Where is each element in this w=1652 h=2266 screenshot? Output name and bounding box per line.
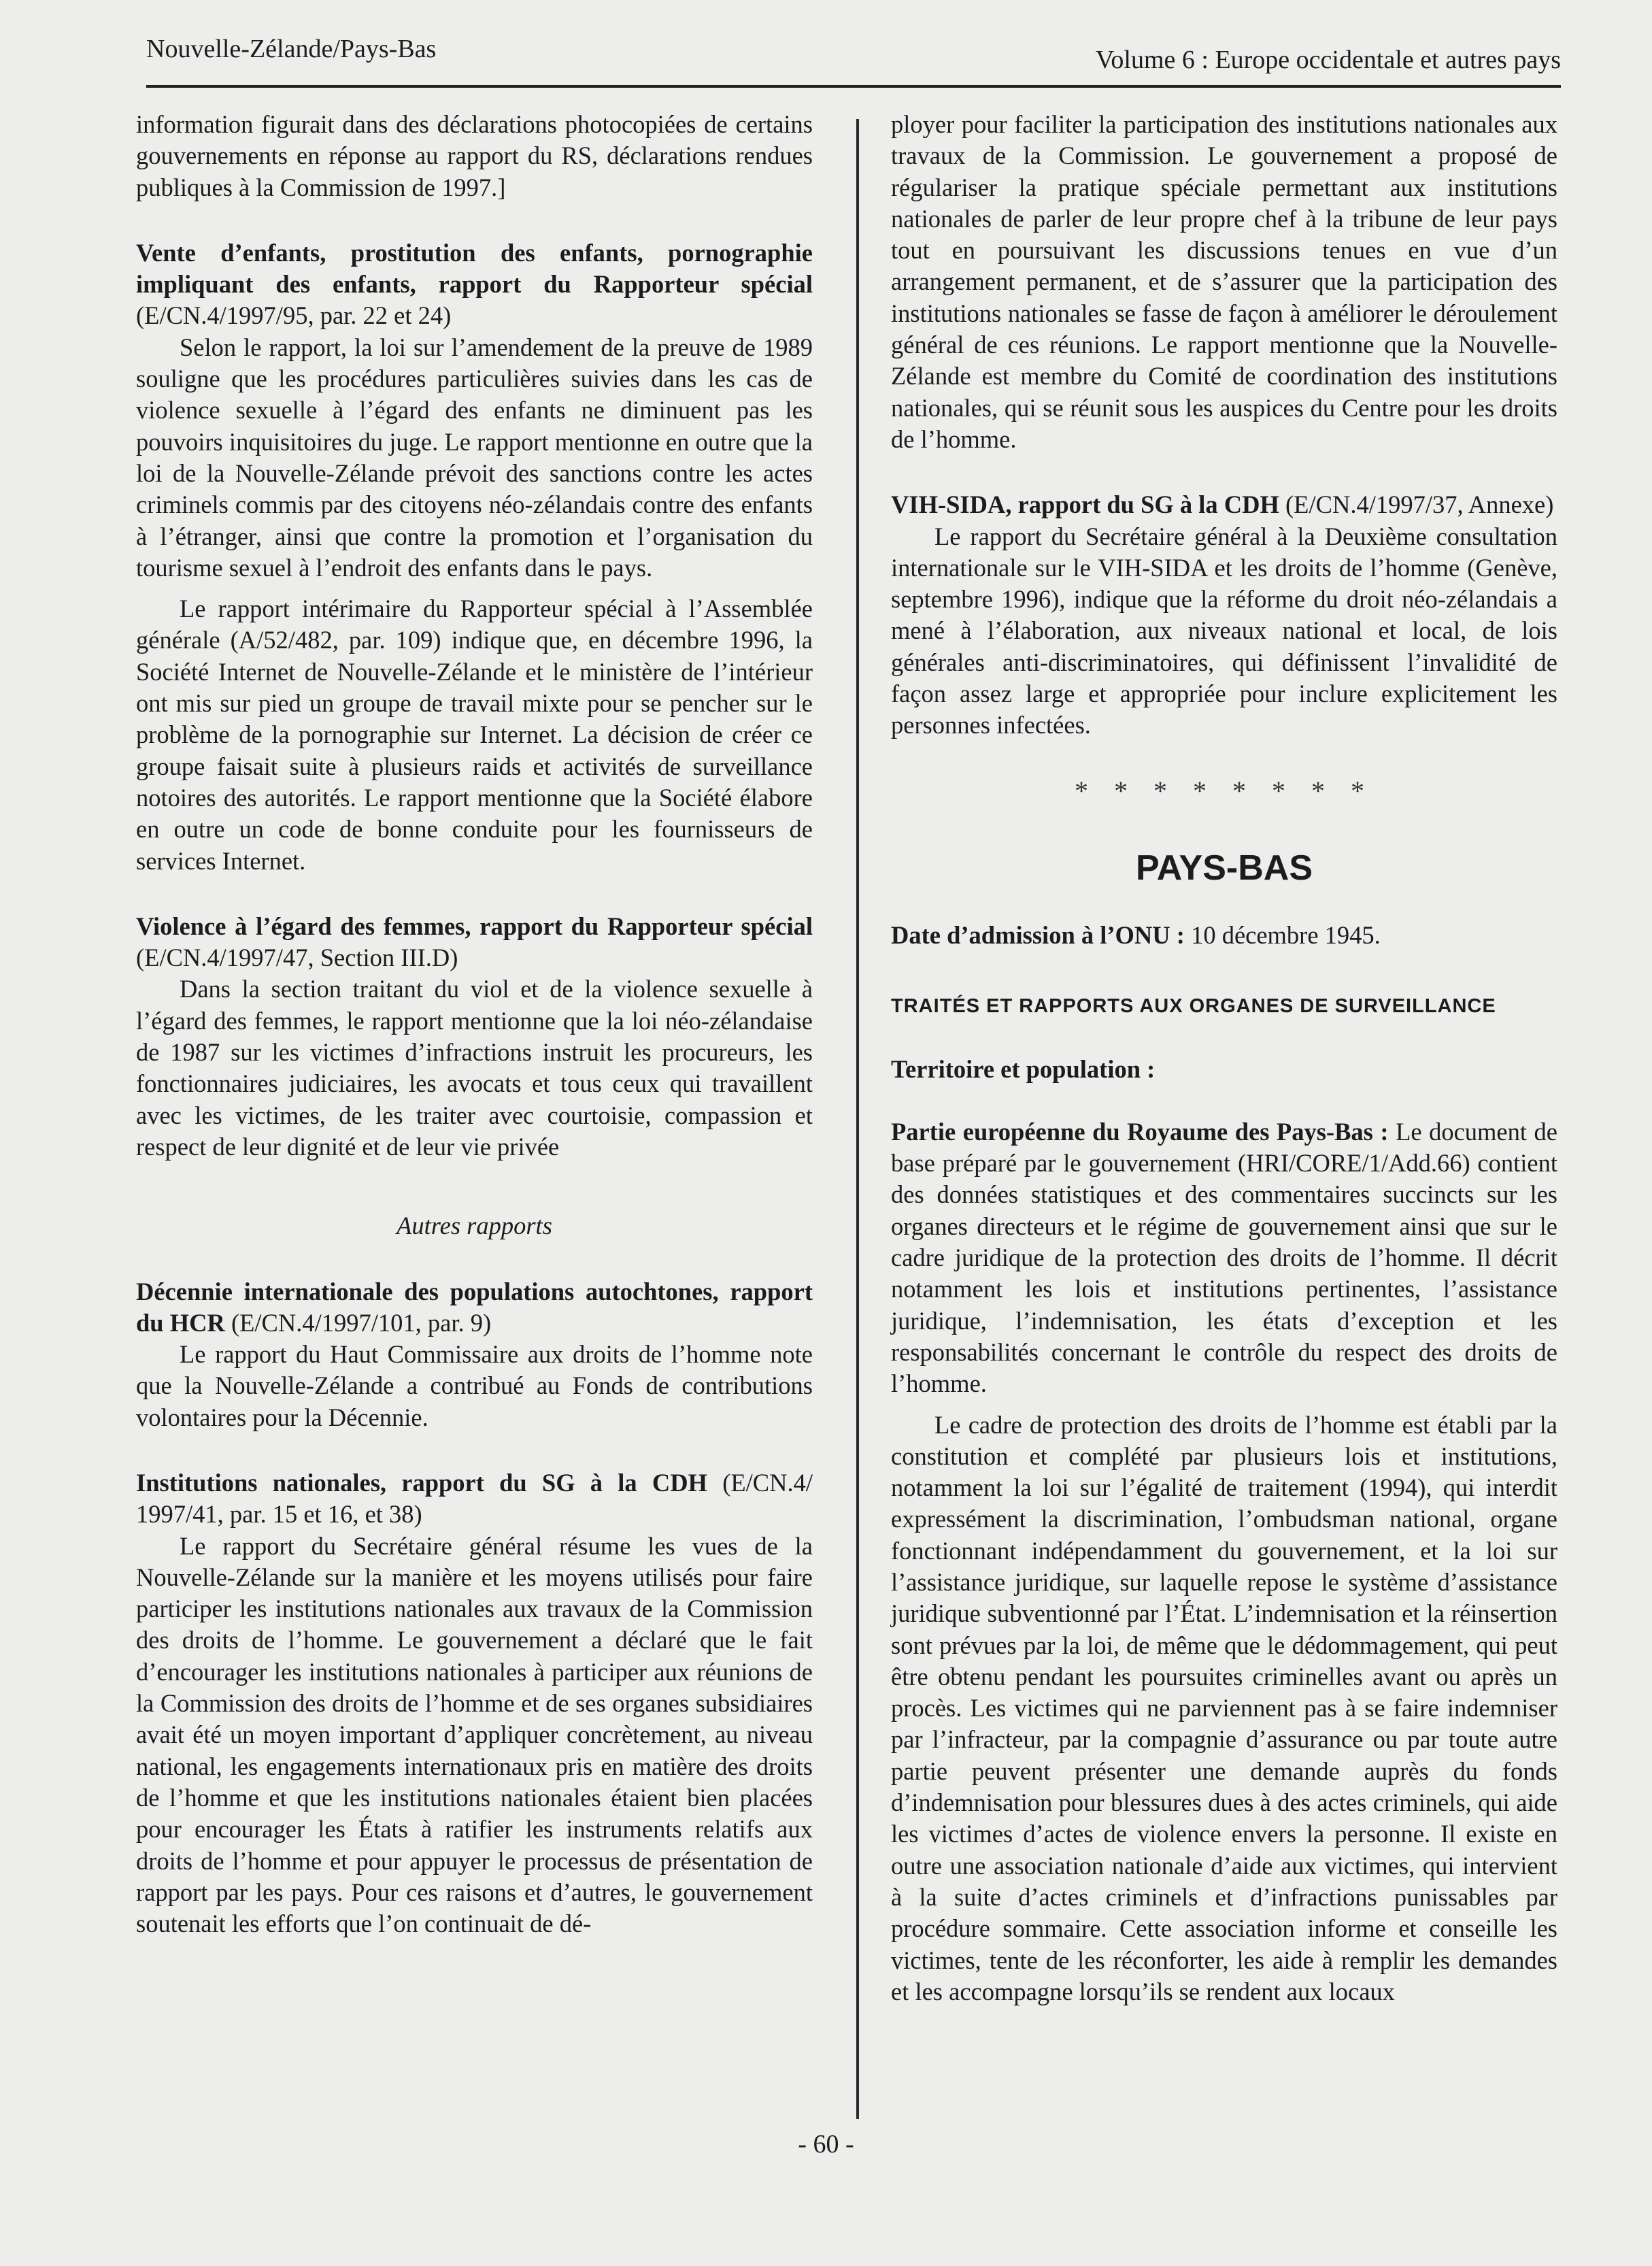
section-title: Institutions nationales, rapport du SG à la CDH [136,1468,707,1497]
paragraph: Le rapport du Secrétaire général résume les vues de la Nouvelle-Zélande sur la manière et les moyens utilisés pour faire participer les institutions nationales aux travaux de la Commission des droits de l’homme. Le gouvernement a déclaré que le fait d’encourager les institutions nationales à participer aux réunions de la Commission des droits de l’homme et de ses organes subsidiaires avait été un moyen important d’appliquer concrètement, au niveau national, les engagements internationaux pris en matière des droits de l’homme et que les institutions nationales étaient bien placées pour encourager les États à ratifier les instruments relatifs aux droits de l’homme et pour appuyer le processus de présentation de rapport par les pays. Pour ces raisons et d’autres, le gouvernement soutenait les efforts que l’on continuait de dé- [136,1531,813,1938]
header-right: Volume 6 : Europe occidentale et autres pays [1095,46,1561,74]
column-divider [856,119,859,2119]
part-label: Partie européenne du Royaume des Pays-Bas : [891,1117,1389,1146]
separator-stars: * * * * * * * * [1075,775,1374,806]
section-title: VIH-SIDA, rapport du SG à la CDH [891,490,1279,519]
section-heading-indigenous-decade [136,1276,813,1339]
european-part-paragraph [891,1116,1557,1400]
section-heading-national-institutions [136,1467,813,1531]
admission-label: Date d’admission à l’ONU : [891,920,1185,949]
page-number: - 60 - [798,2130,854,2159]
section-heading-sale-of-children [136,237,813,332]
territory-heading: Territoire et population : [891,1054,1156,1083]
paragraph: Selon le rapport, la loi sur l’amendement de la preuve de 1989 souligne que les procédures particulières suivies dans les cas de violence sexuelle à l’égard des enfants ne diminuent pas les pouvoirs inquisitoires du juge. Le rapport mentionne en outre que la loi de la Nouvelle-Zélande prévoit des sanctions contre les actes criminels commis par des citoyens néo-zélandais contre des enfants à l’étranger, ainsi que contre la promotion et l’organisation du tourisme sexuel à l’endroit des enfants dans le pays. [136,333,813,582]
section-ref: (E/CN.4/1997/101, par. 9) [231,1308,492,1337]
header-left: Nouvelle-Zélande/Pays-Bas [146,35,437,63]
paragraph: Le rapport du Secrétaire général à la Deuxième consultation internationale sur le VIH-SIDA et les droits de l’homme (Genève, septembre 1996), indique que la réforme du droit néo-zélandais a mené à l’élaboration, aux niveaux national et local, de lois générales anti-discriminatoires, qui définissent l’invalidité de façon assez large et appropriée pour inclure explicitement les personnes infectées. [891,522,1557,739]
right-column [891,109,1557,2007]
part-text: Le document de base préparé par le gouvernement (HRI/CORE/1/Add.66) contient des données statistiques et des commentaires succincts sur les organes directeurs et le régime de gouvernement ainsi que sur le cadre juridique de la protection des droits de l’homme. Il décrit notamment les lois et institutions pertinentes, l’assistance juridique, l’indemnisation, les états d’exception et les responsabilités concernant le contrôle du respect des droits de l’homme. [891,1117,1557,1398]
paragraph: Le rapport intérimaire du Rapporteur spécial à l’Assemblée générale (A/52/482, par. 109) indique que, en décembre 1996, la Société Internet de Nouvelle-Zélande et le ministère de l’intérieur ont mis sur pied un groupe de travail mixte pour se pencher sur le problème de la pornographie sur Internet. La décision de créer ce groupe faisait suite à plusieurs raids et activités de surveillance notoires des autorités. Le rapport mentionne que la Société élabore en outre un code de bonne conduite pour les fournisseurs de services Internet. [136,595,813,875]
country-title: PAYS-BAS [1135,848,1313,888]
continued-paragraph: ployer pour faciliter la participation des institutions nationales aux travaux de la Commission. Le gouvernement a proposé de régulariser la pratique spéciale permettant aux institutions nationales de parler de leur propre chef à la tribune de leur pays tout en poursuivant les discussions tenues en vue d’un arrangement permanent, et de s’assurer que la participation des institutions nationales se fasse de façon à améliorer le déroulement général de ces réunions. Le rapport mentionne que la Nouvelle-Zélande est membre du Comité de coordination des institutions nationales, qui se réunit sous les auspices du Centre pour les droits de l’homme. [891,110,1557,453]
left-column [136,109,813,1939]
section-ref: (E/CN.4/ 1997/41, par. 15 et 16, et 38) [136,1468,813,1529]
admission-line [891,920,1557,951]
section-heading-violence-women [136,911,813,974]
paragraph: Dans la section traitant du viol et de la violence sexuelle à l’égard des femmes, le rapport mentionne que la loi néo-zélandaise de 1987 sur les victimes d’infractions instruit les procureurs, les fonctionnaires judiciaires, les avocats et tous ceux qui travaillent avec les victimes, de les traiter avec courtoisie, compassion et respect de leur dignité et de leur vie privée [136,975,813,1161]
intro-paragraph: information figurait dans des déclarations photocopiées de certains gouvernements en réponse au rapport du RS, déclarations rendues publiques à la Commission de 1997.] [136,110,813,201]
section-title: Décennie internationale des populations autochtones, rapport du HCR [136,1277,813,1337]
section-title: Vente d’enfants, prostitution des enfants, pornographie impliquant des enfants, rapport du Rapporteur spécial [136,238,813,299]
section-title: Violence à l’égard des femmes, rapport du Rapporteur spécial [136,912,813,940]
section-ref: (E/CN.4/1997/47, Section III.D) [136,944,458,972]
paragraph: Le cadre de protection des droits de l’homme est établi par la constitution et complété par plusieurs lois et institutions, notamment la loi sur l’égalité de traitement (1994), qui interdit expressément la discrimination, l’ombudsman national, organe fonctionnant indépendamment du gouvernement, et la loi sur l’assistance juridique, sur laquelle repose le système d’assistance juridique subventionné par l’État. L’indemnisation et la réinsertion sont prévues par la loi, de même que le dédommagement, qui peut être obtenu pendant les poursuites criminelles avant ou après un procès. Les victimes qui ne parviennent pas à se faire indemniser par l’infracteur, par la compagnie d’assurance ou par toute autre partie peuvent présenter une demande auprès du fonds d’indemnisation pour blessures dues à des actes criminels, qui aide les victimes d’actes de violence envers la personne. Il existe en outre une association nationale d’aide aux victimes, qui intervient à la suite d’actes criminels et d’infractions punissables par procédure sommaire. Cette association informe et conseille les victimes, tente de les réconforter, les aide à remplir les demandes et les accompagne lorsqu’ils se rendent aux locaux [891,1410,1557,2005]
subheading-other-reports: Autres rapports [397,1212,552,1240]
treaties-heading: TRAITÉS ET RAPPORTS AUX ORGANES DE SURVEILLANCE [891,995,1496,1018]
admission-value: 10 décembre 1945. [1191,920,1381,949]
section-heading-hiv-aids [891,489,1557,520]
page-header [146,34,1561,88]
section-ref: (E/CN.4/1997/37, Annexe) [1285,490,1554,519]
paragraph: Le rapport du Haut Commissaire aux droits de l’homme note que la Nouvelle-Zélande a contribué au Fonds de contributions volontaires pour la Décennie. [136,1340,813,1431]
section-ref: (E/CN.4/1997/95, par. 22 et 24) [136,301,452,330]
